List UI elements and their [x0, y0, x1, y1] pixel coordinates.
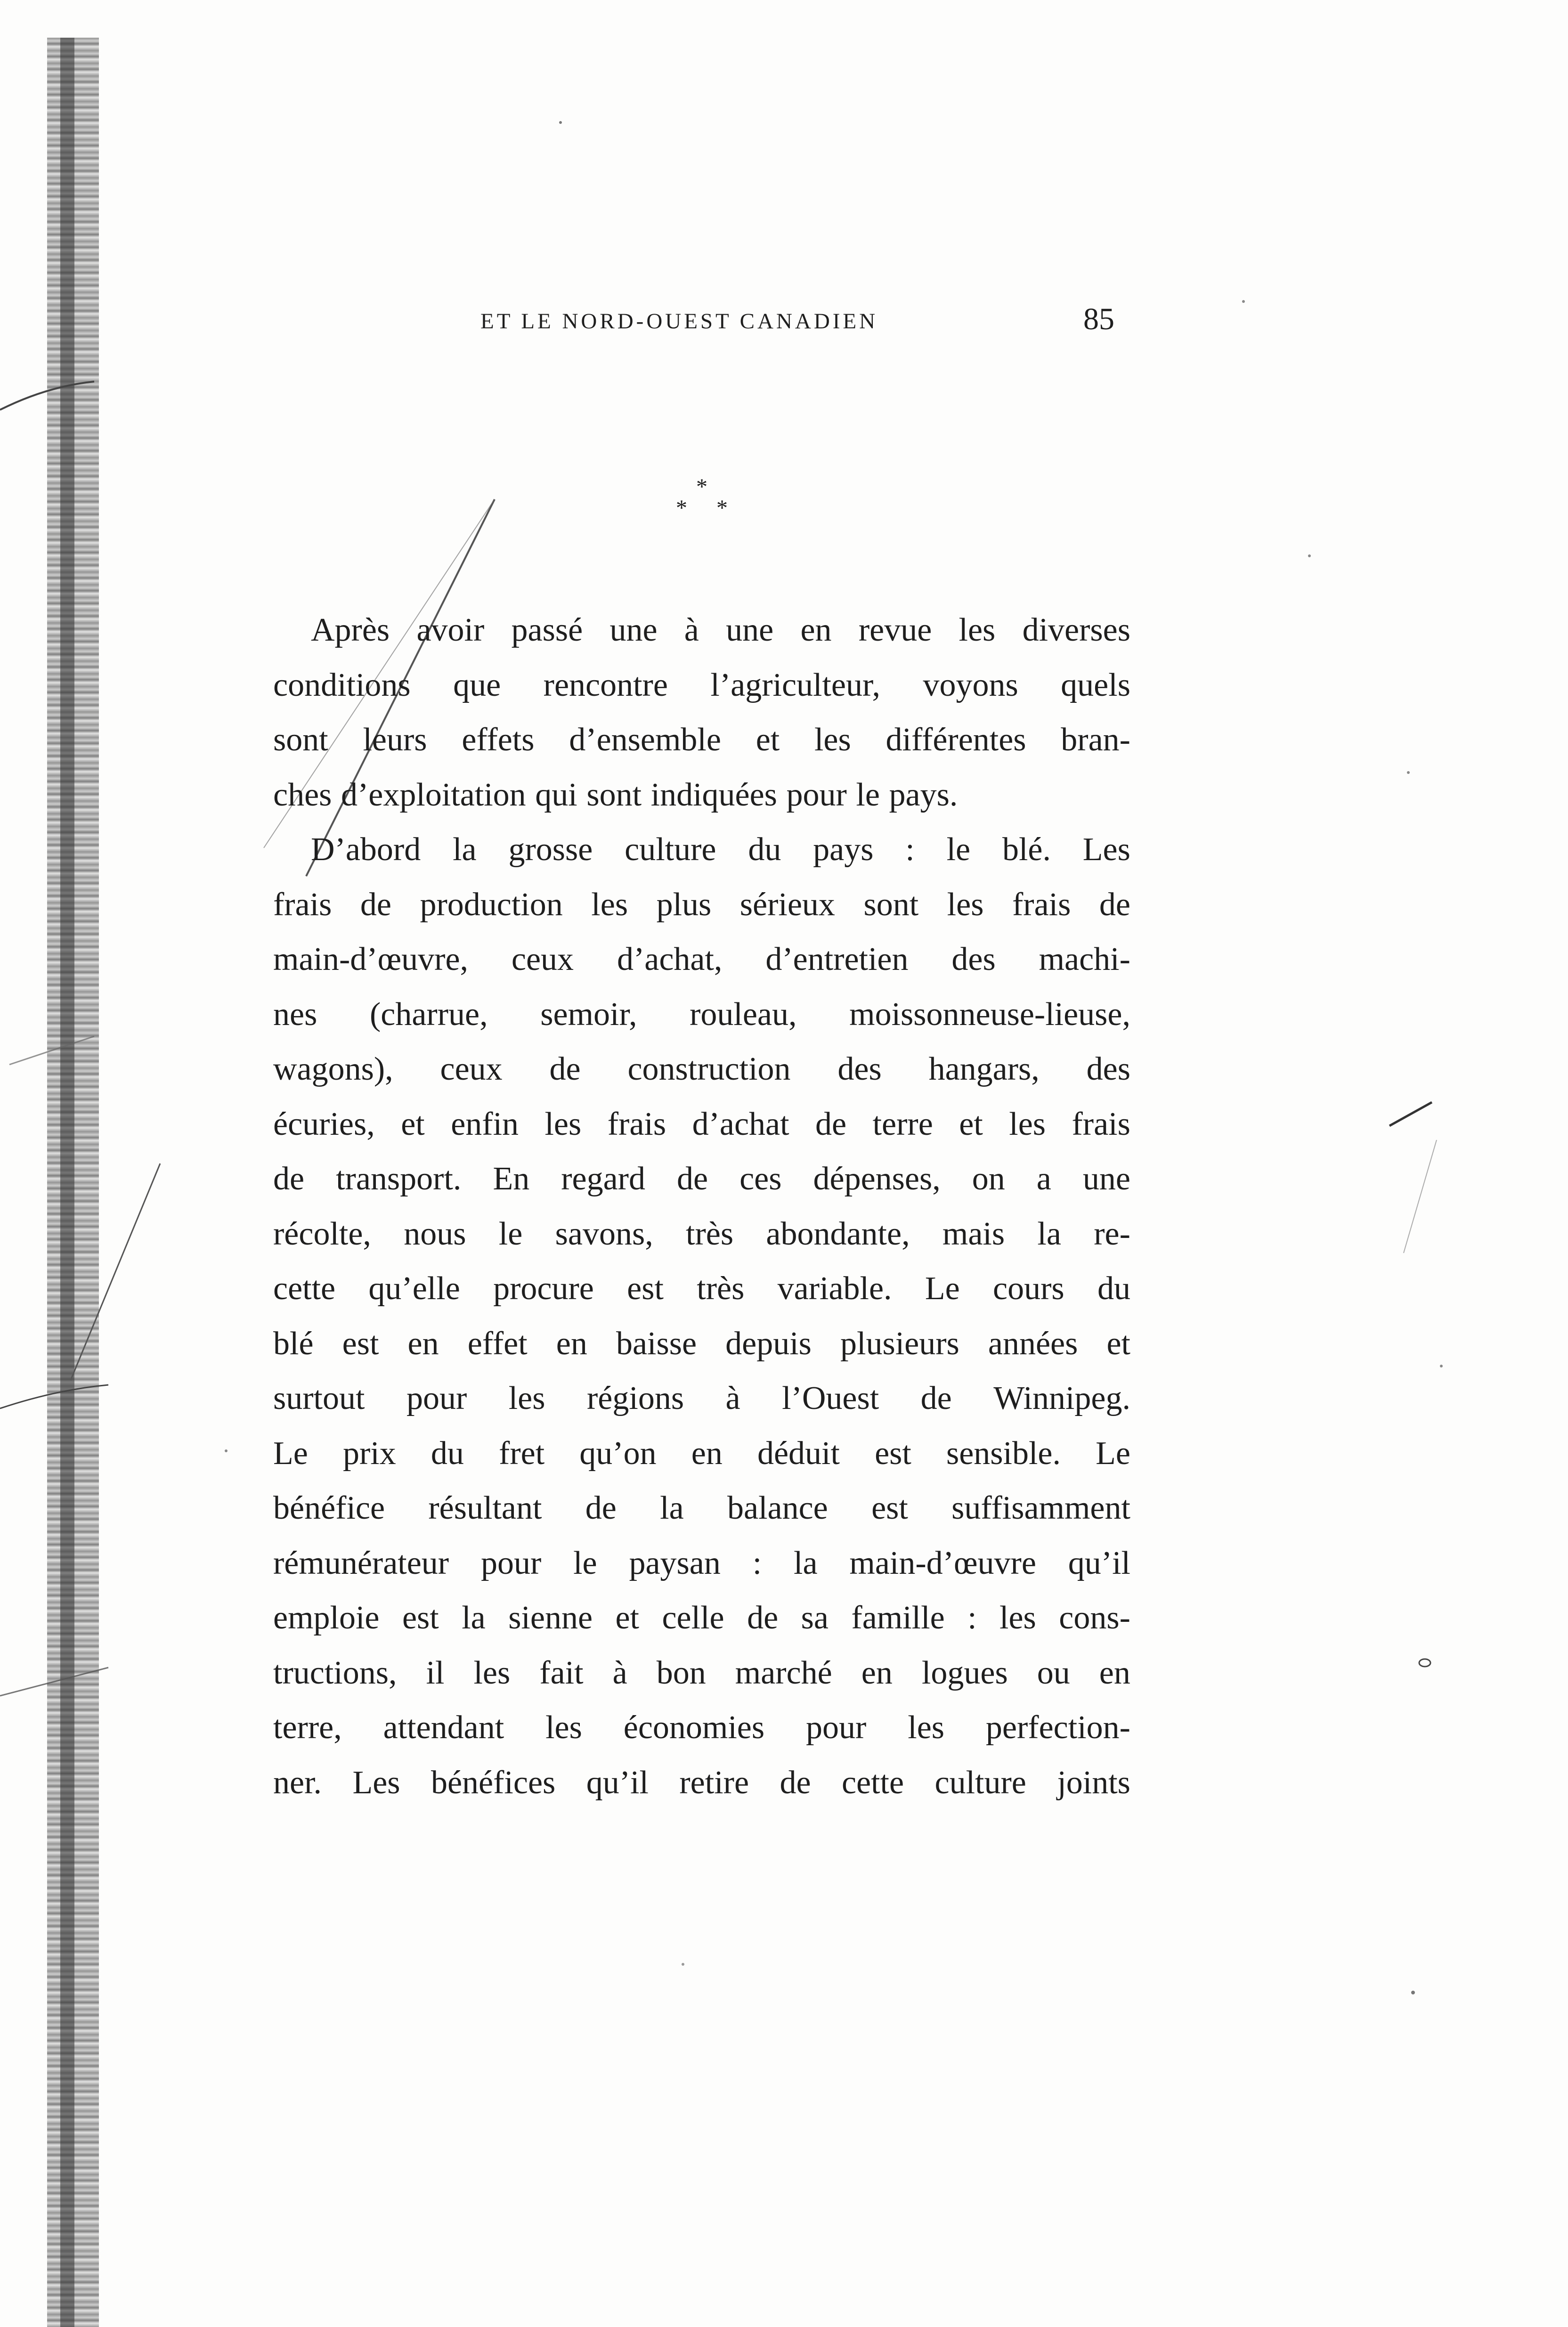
text-word: pour	[480, 1545, 542, 1581]
text-word: de	[273, 1161, 305, 1197]
text-word: est	[342, 1325, 379, 1362]
text-word: effet	[467, 1325, 528, 1362]
text-word: tructions,	[273, 1654, 397, 1691]
text-word: des	[951, 941, 996, 977]
text-word: est	[627, 1270, 664, 1307]
text-word: passé	[511, 612, 583, 648]
text-word: les	[473, 1654, 511, 1691]
text-line	[273, 1371, 1130, 1426]
text-word: Le	[925, 1270, 960, 1307]
text-word: quels	[1061, 667, 1130, 703]
text-word: du	[748, 831, 781, 868]
text-line	[273, 1426, 1130, 1481]
text-word: Le	[1096, 1435, 1130, 1472]
text-word: nes	[273, 996, 317, 1033]
text-word: cours	[993, 1270, 1064, 1307]
text-word: conditions	[273, 667, 411, 703]
text-word: l’Ouest	[782, 1380, 879, 1416]
text-word: il	[426, 1654, 445, 1691]
text-word: culture	[934, 1764, 1026, 1801]
text-word: est	[875, 1435, 911, 1472]
text-word: indiquées	[650, 776, 777, 813]
text-word: et	[1106, 1325, 1130, 1362]
text-word: de	[549, 1051, 581, 1087]
text-word: perfection-	[985, 1709, 1130, 1746]
text-word: joints	[1057, 1764, 1130, 1801]
asterism-star: *	[676, 496, 687, 521]
text-word: moissonneuse-lieuse,	[849, 996, 1130, 1033]
text-word: qu’elle	[368, 1270, 460, 1307]
text-line	[273, 932, 1130, 987]
text-word: le	[573, 1545, 597, 1581]
text-word: diverses	[1022, 612, 1130, 648]
text-word: transport.	[336, 1161, 462, 1197]
text-word: grosse	[508, 831, 593, 868]
text-word: et	[959, 1106, 983, 1142]
text-word: on	[972, 1161, 1005, 1197]
text-line	[273, 1097, 1130, 1152]
text-word: bénéfices	[431, 1764, 556, 1801]
text-word: Winnipeg.	[993, 1380, 1130, 1416]
text-word: la	[794, 1545, 818, 1581]
text-line	[273, 768, 1130, 823]
text-word: terre	[872, 1106, 933, 1142]
text-word: de	[1099, 886, 1130, 923]
text-word: cons-	[1059, 1600, 1130, 1636]
text-word: à	[684, 612, 699, 648]
text-word: les	[508, 1380, 545, 1416]
text-line	[273, 878, 1130, 933]
text-line	[273, 1207, 1130, 1262]
text-word: qu’on	[579, 1435, 657, 1472]
text-line	[273, 713, 1130, 768]
text-word: prix	[342, 1435, 396, 1472]
text-word: en	[800, 612, 832, 648]
text-word: la	[1037, 1215, 1061, 1252]
text-word: très	[697, 1270, 745, 1307]
text-word: les	[545, 1709, 582, 1746]
text-word: :	[752, 1545, 762, 1581]
text-word: en	[407, 1325, 439, 1362]
text-word: les	[544, 1106, 582, 1142]
text-word: :	[967, 1600, 977, 1636]
text-word: la	[453, 831, 477, 868]
text-word: ceux	[440, 1051, 503, 1087]
text-word: leurs	[363, 722, 427, 758]
text-word: le	[856, 776, 880, 813]
text-word: de	[815, 1106, 847, 1142]
text-word: le	[946, 831, 971, 868]
text-word: main-d’œuvre,	[273, 941, 469, 977]
text-word: depuis	[725, 1325, 812, 1362]
text-word: que	[453, 667, 501, 703]
text-word: les	[908, 1709, 945, 1746]
text-word: a	[1036, 1161, 1051, 1197]
text-word: déduit	[757, 1435, 840, 1472]
text-word: est	[871, 1490, 908, 1526]
text-word: sérieux	[739, 886, 835, 923]
text-word: et	[615, 1600, 640, 1636]
text-word: du	[1097, 1270, 1130, 1307]
text-word: frais	[273, 886, 332, 923]
text-word: plusieurs	[840, 1325, 959, 1362]
text-word: et	[756, 722, 780, 758]
text-word: enfin	[451, 1106, 519, 1142]
text-word: la	[462, 1600, 486, 1636]
text-word: les	[814, 722, 851, 758]
text-word: attendant	[383, 1709, 504, 1746]
text-word: sa	[801, 1600, 829, 1636]
text-word: Les	[352, 1764, 400, 1801]
text-word: années	[988, 1325, 1078, 1362]
text-word: celle	[662, 1600, 724, 1636]
text-line	[273, 1756, 1130, 1811]
text-line	[273, 1481, 1130, 1536]
text-word: semoir,	[540, 996, 637, 1033]
text-word: résultant	[428, 1490, 542, 1526]
text-word: dépenses,	[813, 1161, 941, 1197]
text-word: baisse	[616, 1325, 697, 1362]
text-line	[273, 1261, 1130, 1317]
text-word: une	[726, 612, 774, 648]
text-word: surtout	[273, 1380, 365, 1416]
text-word: Les	[1082, 831, 1130, 868]
text-line	[273, 822, 1130, 878]
text-word: rouleau,	[690, 996, 797, 1033]
text-word: du	[431, 1435, 464, 1472]
text-word: hangars,	[928, 1051, 1040, 1087]
text-word: balance	[727, 1490, 828, 1526]
text-word: à	[612, 1654, 627, 1691]
text-word: suffisamment	[951, 1490, 1130, 1526]
text-word: avoir	[416, 612, 485, 648]
text-word: une	[609, 612, 658, 648]
text-word: culture	[625, 831, 716, 868]
text-word: main-d’œuvre	[849, 1545, 1036, 1581]
text-word: paysan	[629, 1545, 721, 1581]
text-word: plus	[656, 886, 712, 923]
asterism	[666, 476, 747, 528]
text-word: procure	[493, 1270, 594, 1307]
text-word: pour	[806, 1709, 867, 1746]
text-word: rencontre	[543, 667, 668, 703]
text-word: en	[861, 1654, 893, 1691]
text-word: variable.	[777, 1270, 892, 1307]
text-word: en	[691, 1435, 723, 1472]
text-word: bran-	[1061, 722, 1130, 758]
text-word: terre,	[273, 1709, 342, 1746]
page-number: 85	[1083, 302, 1114, 336]
text-word: la	[660, 1490, 684, 1526]
text-word: les	[947, 886, 984, 923]
text-word: qui	[535, 776, 577, 813]
asterism-star: *	[696, 474, 707, 499]
text-word: En	[493, 1161, 530, 1197]
text-word: écuries,	[273, 1106, 375, 1142]
text-word: (charrue,	[369, 996, 488, 1033]
text-word: sont	[863, 886, 919, 923]
text-word: d’entretien	[765, 941, 909, 977]
text-word: bénéfice	[273, 1490, 385, 1526]
text-word: les	[999, 1600, 1036, 1636]
text-word: de	[360, 886, 391, 923]
text-word: savons,	[555, 1215, 653, 1252]
text-word: logues	[921, 1654, 1008, 1691]
text-line	[273, 1646, 1130, 1701]
text-word: qu’il	[1068, 1545, 1130, 1581]
asterism-star: *	[716, 496, 728, 521]
text-word: l’agriculteur,	[710, 667, 881, 703]
text-line	[273, 987, 1130, 1042]
text-word: frais	[607, 1106, 666, 1142]
text-word: en	[556, 1325, 587, 1362]
text-word: fret	[499, 1435, 545, 1472]
text-word: d’achat	[692, 1106, 789, 1142]
text-word: des	[1086, 1051, 1130, 1087]
text-line	[273, 658, 1130, 713]
running-title: ET LE NORD-OUEST CANADIEN	[480, 309, 878, 334]
text-word: pays.	[889, 776, 958, 813]
text-word: sienne	[508, 1600, 593, 1636]
text-word: frais	[1012, 886, 1071, 923]
text-word: est	[402, 1600, 439, 1636]
text-word: de	[920, 1380, 952, 1416]
text-word: fait	[539, 1654, 584, 1691]
text-line	[273, 603, 1130, 658]
text-word: le	[498, 1215, 523, 1252]
text-word: mais	[942, 1215, 1005, 1252]
text-word: cette	[841, 1764, 904, 1801]
text-word: re-	[1094, 1215, 1130, 1252]
text-word: wagons),	[273, 1051, 393, 1087]
text-word: blé.	[1002, 831, 1051, 868]
text-word: qu’il	[586, 1764, 649, 1801]
text-word: pour	[406, 1380, 467, 1416]
text-word: regard	[561, 1161, 645, 1197]
text-word: des	[837, 1051, 882, 1087]
text-word: récolte,	[273, 1215, 371, 1252]
text-word: ceux	[511, 941, 574, 977]
binding-edge	[60, 38, 74, 2327]
text-word: sensible.	[946, 1435, 1061, 1472]
text-word: Le	[273, 1435, 308, 1472]
text-word: et	[401, 1106, 425, 1142]
text-word: différentes	[886, 722, 1026, 758]
text-word: une	[1082, 1161, 1130, 1197]
text-word: économies	[623, 1709, 765, 1746]
text-word: de	[585, 1490, 617, 1526]
text-word: machi-	[1039, 941, 1130, 977]
text-word: famille	[851, 1600, 945, 1636]
text-word: effets	[462, 722, 535, 758]
text-word: de	[780, 1764, 811, 1801]
text-word: d’achat,	[617, 941, 723, 977]
text-word: d’ensemble	[569, 722, 721, 758]
text-word: ou	[1037, 1654, 1070, 1691]
text-word: de	[677, 1161, 708, 1197]
text-word: nous	[404, 1215, 466, 1252]
text-word: les	[591, 886, 628, 923]
text-word: ches	[273, 776, 332, 813]
text-line	[273, 1042, 1130, 1097]
text-word: très	[686, 1215, 734, 1252]
text-word: production	[420, 886, 563, 923]
text-word: sont	[586, 776, 642, 813]
text-word: les	[1009, 1106, 1046, 1142]
text-word: blé	[273, 1325, 314, 1362]
text-word: régions	[586, 1380, 684, 1416]
text-word: emploie	[273, 1600, 380, 1636]
text-word: revue	[858, 612, 932, 648]
text-line	[273, 1591, 1130, 1646]
text-word: à	[725, 1380, 740, 1416]
text-word: construction	[627, 1051, 791, 1087]
text-word: rémunérateur	[273, 1545, 449, 1581]
text-word: Après	[311, 612, 390, 648]
text-word: frais	[1072, 1106, 1130, 1142]
text-line	[273, 1317, 1130, 1372]
text-word: en	[1099, 1654, 1130, 1691]
text-word: d’exploitation	[341, 776, 526, 813]
text-word: cette	[273, 1270, 336, 1307]
text-line	[273, 1536, 1130, 1591]
text-line	[273, 1700, 1130, 1756]
text-word: bon	[656, 1654, 706, 1691]
text-word: ner.	[273, 1764, 322, 1801]
text-word: ces	[739, 1161, 782, 1197]
text-word: marché	[735, 1654, 832, 1691]
text-word: voyons	[923, 667, 1018, 703]
text-word: sont	[273, 722, 328, 758]
text-word: D’abord	[311, 831, 421, 868]
text-word: pour	[786, 776, 847, 813]
text-word: abondante,	[766, 1215, 910, 1252]
text-line	[273, 1152, 1130, 1207]
body-text	[273, 603, 1130, 1810]
text-word: retire	[679, 1764, 749, 1801]
text-word: pays	[813, 831, 874, 868]
text-word: les	[959, 612, 996, 648]
text-word: de	[747, 1600, 779, 1636]
text-word: :	[905, 831, 915, 868]
